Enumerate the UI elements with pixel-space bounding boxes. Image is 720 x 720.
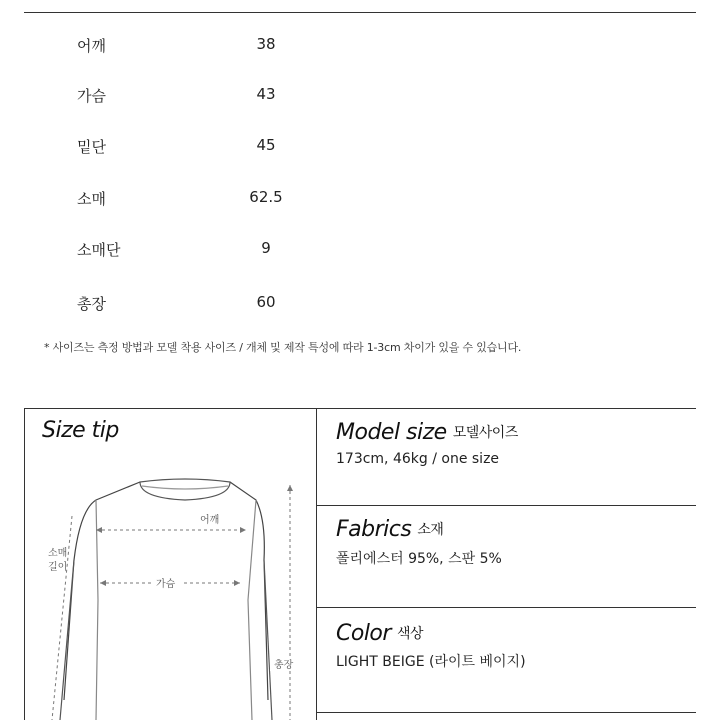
chest-label: 가슴 bbox=[156, 579, 176, 590]
measurement-label-chest: 가슴 bbox=[77, 87, 106, 105]
size-note: * 사이즈는 측정 방법과 모델 착용 사이즈 / 개체 및 제작 특성에 따라 1-3cm 차이가 있을 수 있습니다. bbox=[44, 341, 522, 354]
sleeve-label-line2: 길이 bbox=[48, 562, 68, 573]
color-title-ko: 색상 bbox=[396, 626, 424, 642]
fabrics-title bbox=[336, 517, 443, 542]
measurement-label-sleeve: 소매 bbox=[77, 190, 106, 208]
sleeve-label-line1: 소매 bbox=[48, 548, 68, 559]
measurement-label-hem: 밑단 bbox=[77, 138, 106, 156]
measurement-value-hem: 45 bbox=[256, 136, 276, 154]
color-title bbox=[336, 621, 423, 646]
measurement-value-cuff: 9 bbox=[261, 239, 271, 257]
model-size-value: 173cm, 46kg / one size bbox=[336, 451, 500, 467]
measurement-label-length: 총장 bbox=[77, 295, 106, 313]
info-divider-3 bbox=[316, 712, 696, 713]
length-label: 총장 bbox=[274, 660, 294, 671]
measurement-value-shoulder: 38 bbox=[256, 35, 276, 53]
fabrics-title-ko: 소재 bbox=[417, 522, 444, 538]
size-tip-title: Size tip bbox=[42, 418, 119, 443]
color-title-en: Color bbox=[336, 621, 391, 646]
model-size-title-en: Model size bbox=[336, 420, 447, 445]
measurement-value-length: 60 bbox=[256, 293, 276, 311]
measurement-label-shoulder: 어깨 bbox=[77, 37, 106, 55]
info-divider-2 bbox=[316, 607, 696, 608]
model-size-title bbox=[336, 420, 518, 445]
color-value: LIGHT BEIGE (라이트 베이지) bbox=[336, 654, 526, 670]
info-divider-1 bbox=[316, 505, 696, 506]
sweater-outline bbox=[64, 482, 268, 700]
measurement-value-sleeve: 62.5 bbox=[249, 188, 283, 206]
measurement-value-chest: 43 bbox=[256, 85, 276, 103]
model-size-title-ko: 모델사이즈 bbox=[452, 425, 518, 441]
measurement-label-cuff: 소매단 bbox=[77, 241, 121, 259]
fabrics-value: 폴리에스터 95%, 스판 5% bbox=[336, 551, 502, 567]
fabrics-title-en: Fabrics bbox=[336, 517, 412, 542]
shoulder-label: 어깨 bbox=[200, 515, 220, 526]
